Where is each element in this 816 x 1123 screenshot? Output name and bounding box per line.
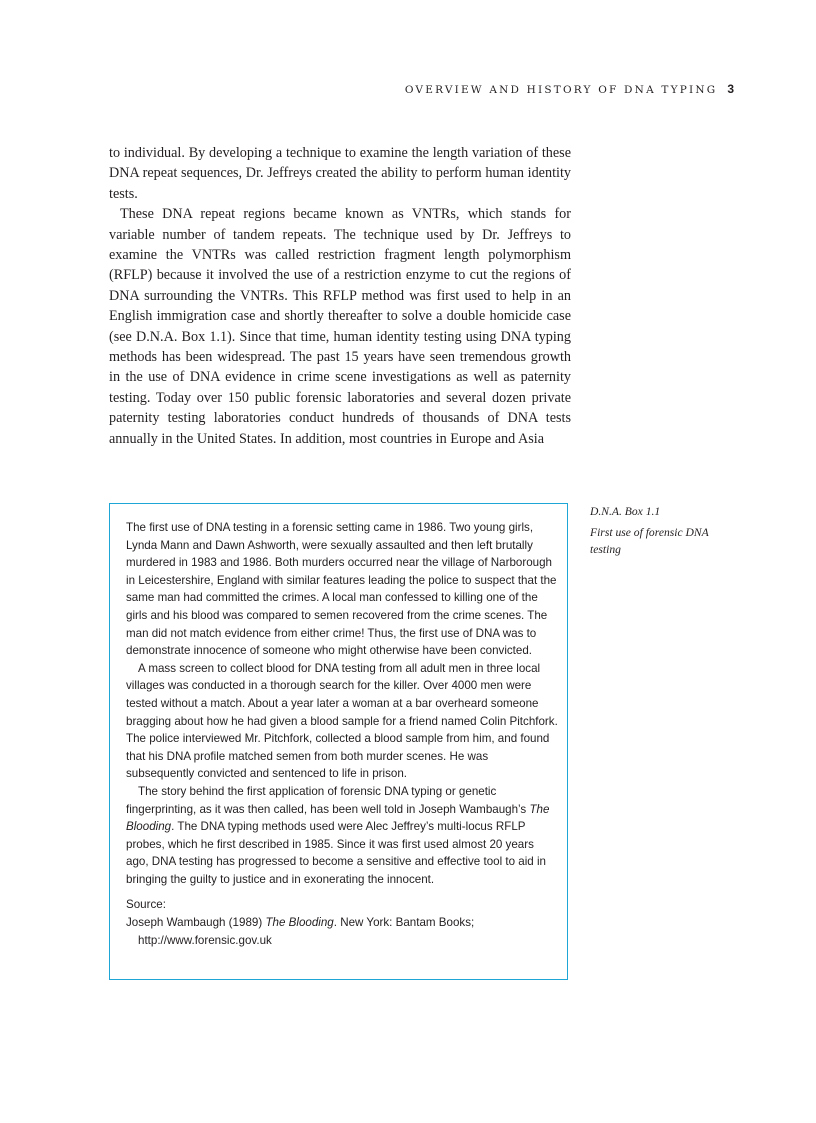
source-citation bbox=[126, 914, 558, 932]
box-sidenote bbox=[590, 503, 740, 558]
box-label: D.N.A. Box 1.1 bbox=[590, 505, 661, 518]
page-number: 3 bbox=[727, 82, 734, 96]
source-author: Joseph Wambaugh (1989) bbox=[126, 916, 263, 930]
box-paragraph: A mass screen to collect blood for DNA testing from all adult men in three local villages was conducted in a thorough search for the killer. Over 4000 men were tested without a match. About a year later a woman at a bar overheard someone bragging about how he had given a blood sample for a friend named Colin Pitchfork. The police interviewed Mr. Pitchfork, collected a blood sample from him, and found that his DNA profile matched semen from both murder scenes. He was subsequently convicted and sentenced to life in prison. bbox=[126, 661, 558, 781]
body-text bbox=[109, 143, 571, 449]
source-url: http://www.forensic.gov.uk bbox=[138, 933, 272, 947]
dna-box-content bbox=[126, 519, 558, 949]
body-paragraph: These DNA repeat regions became known as VNTRs, which stands for variable number of tandem repeats. The technique used by Dr. Jeffreys to examine the VNTRs was called restriction fragment length polymorphism (RFLP) because it involved the use of a restriction enzyme to cut the regions of DNA surrounding the VNTRs. This RFLP method was first used to help in an English immigration case and shortly thereafter to solve a double homicide case (see D.N.A. Box 1.1). Since that time, human identity testing using DNA typing methods has been widespread. The past 15 years have seen tremendous growth in the use of DNA evidence in crime scene investigations as well as paternity testing. Today over 150 public forensic laboratories and several dozen private paternity testing laboratories conduct hundreds of thousands of DNA tests annually in the United States. In addition, most countries in Europe and Asia bbox=[109, 206, 571, 447]
box-title: First use of forensic DNA testing bbox=[590, 526, 709, 556]
box-paragraph bbox=[126, 783, 558, 889]
book-title: The Blooding bbox=[126, 802, 550, 834]
source-publisher: . New York: Bantam Books; bbox=[333, 916, 475, 930]
running-head bbox=[405, 82, 734, 96]
running-title: OVERVIEW AND HISTORY OF DNA TYPING bbox=[404, 84, 718, 96]
source-book: The Blooding bbox=[265, 916, 334, 930]
box-text: The story behind the first application of forensic DNA typing or genetic fingerprinting, as it was then called, has been well told in Joseph Wambaugh’s bbox=[126, 784, 527, 816]
box-paragraph: The first use of DNA testing in a forensic setting came in 1986. Two young girls, Lynda Mann and Dawn Ashworth, were sexually assaulted and then left brutally murdered in 1983 and 1986. Both murders occurred near the village of Narborough in Leicestershire, England with similar features leading the police to suspect that the same man had committed the crimes. A local man confessed to killing one of the girls and his blood was compared to semen recovered from the crime scenes. The man did not match evidence from either crime! Thus, the first use of DNA was to demonstrate innocence of someone who might otherwise have been convicted. bbox=[126, 521, 557, 658]
box-text: . The DNA typing methods used were Alec Jeffrey’s multi-locus RFLP probes, which he first described in 1985. Since it was first used almost 20 years ago, DNA testing has progressed to become a sensitive and effective tool to aid in bringing the guilty to justice and in exonerating the innocent. bbox=[126, 820, 546, 886]
source-label: Source: bbox=[126, 898, 166, 912]
dna-box bbox=[109, 503, 568, 980]
body-paragraph: to individual. By developing a technique to examine the length variation of these DNA repeat sequences, Dr. Jeffreys created the ability to perform human identity tests. bbox=[109, 145, 571, 202]
source-block bbox=[126, 896, 558, 949]
